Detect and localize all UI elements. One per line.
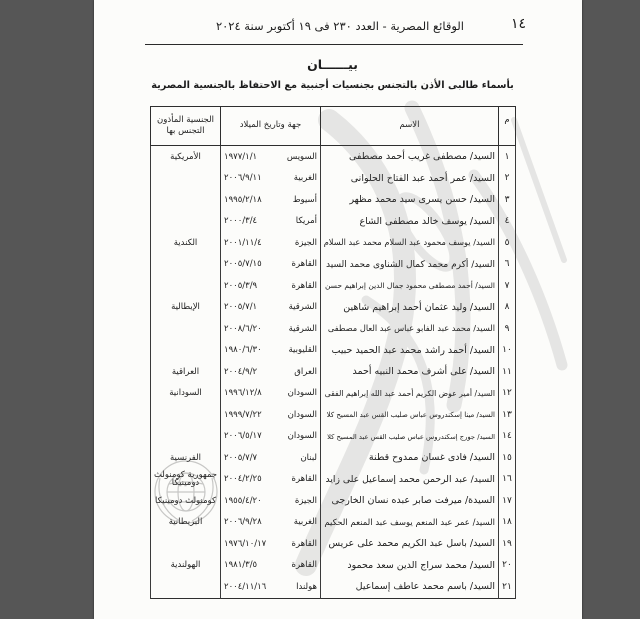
birth-info-cell bbox=[221, 211, 321, 233]
birth-info-cell bbox=[221, 426, 321, 448]
birth-info-cell bbox=[221, 490, 321, 512]
column-header-nationality-line-2: التجنس بها bbox=[166, 126, 205, 136]
birth-date: ١٩٨٠/٦/٣٠ bbox=[224, 345, 262, 356]
nationality-cell bbox=[151, 383, 221, 405]
applicant-name-cell bbox=[321, 232, 499, 254]
applicant-name: السيد/ حسن يسرى سيد محمد مظهر bbox=[349, 194, 495, 206]
applicant-name-cell bbox=[321, 254, 499, 276]
birth-info bbox=[224, 517, 317, 527]
table-row bbox=[151, 146, 516, 168]
applicant-name: السيد/ مصطفى غريب أحمد مصطفى bbox=[348, 151, 495, 163]
birth-place: هولندا bbox=[296, 581, 317, 592]
applicant-name-cell bbox=[321, 211, 499, 233]
applicant-name: السيد/ باسل عبد الكريم محمد على عريس bbox=[328, 538, 495, 550]
applicant-name-cell bbox=[321, 275, 499, 297]
birth-date: ٢٠٠٦/٩/١١ bbox=[224, 173, 262, 184]
birth-info bbox=[224, 259, 317, 269]
applicant-name-cell bbox=[321, 533, 499, 555]
birth-place: الجيزة bbox=[294, 495, 317, 506]
nationality-cell bbox=[151, 361, 221, 383]
birth-info-cell bbox=[221, 232, 321, 254]
applicant-name: السيد/ أحمد راشد محمد عبد الحميد حبيب bbox=[331, 344, 495, 356]
birth-info-cell bbox=[221, 533, 321, 555]
table-row bbox=[151, 340, 516, 362]
birth-info-cell bbox=[221, 340, 321, 362]
row-number: ٢١ bbox=[499, 576, 516, 598]
table-row bbox=[151, 297, 516, 319]
birth-info-cell bbox=[221, 297, 321, 319]
birth-date: ١٩٨١/٣/٥ bbox=[224, 560, 258, 571]
birth-info bbox=[224, 539, 317, 549]
applicants-table bbox=[150, 106, 516, 599]
applicant-name: السيد/ محمد سراج الدين سعد محمود bbox=[347, 559, 495, 571]
birth-info bbox=[224, 195, 317, 205]
applicant-name-cell bbox=[321, 404, 499, 426]
applicant-name: السيد/ مينا إسكندروس عباس صليب القس عبد المسيح كلا bbox=[326, 411, 495, 420]
nationality: الأمريكية bbox=[170, 151, 201, 162]
birth-place: السويس bbox=[286, 151, 317, 162]
birth-info bbox=[224, 410, 317, 420]
birth-info-cell bbox=[221, 555, 321, 577]
publication-header: الوقائع المصرية - العدد ٢٣٠ فى ١٩ أكتوبر سنة ٢٠٢٤ bbox=[215, 19, 464, 33]
birth-info bbox=[224, 238, 317, 248]
applicant-name-cell bbox=[321, 146, 499, 168]
table-row bbox=[151, 555, 516, 577]
nationality-cell bbox=[151, 297, 221, 319]
birth-place: أسيوط bbox=[292, 194, 317, 205]
birth-date: ٢٠٠٤/٢/٢٥ bbox=[224, 474, 262, 485]
applicant-name: السيدة/ ميرفت صابر عبده نسان الخارجى bbox=[331, 495, 495, 507]
nationality-cell bbox=[151, 447, 221, 469]
applicant-name: السيد/ باسم محمد عاطف إسماعيل bbox=[355, 581, 495, 593]
row-number: ٢ bbox=[499, 168, 516, 190]
applicant-name-cell bbox=[321, 297, 499, 319]
table-body bbox=[151, 146, 516, 599]
table-row bbox=[151, 318, 516, 340]
row-number: ٢٠ bbox=[499, 555, 516, 577]
applicant-name: السيد/ وليد عثمان أحمد إبراهيم شاهين bbox=[343, 301, 495, 313]
row-number: ١٣ bbox=[499, 404, 516, 426]
applicant-name-cell bbox=[321, 555, 499, 577]
birth-info-cell bbox=[221, 383, 321, 405]
birth-date: ٢٠٠٥/٧/٧ bbox=[224, 452, 258, 463]
nationality-cell bbox=[151, 232, 221, 254]
applicant-name: السيد/ يوسف محمود عبد السلام محمد عبد السلام bbox=[323, 237, 495, 248]
birth-place: لبنان bbox=[300, 452, 317, 463]
row-number: ٦ bbox=[499, 254, 516, 276]
birth-date: ٢٠٠٥/٧/١٥ bbox=[224, 259, 262, 270]
applicant-name-cell bbox=[321, 318, 499, 340]
applicant-name-cell bbox=[321, 383, 499, 405]
birth-place: القاهرة bbox=[291, 474, 317, 485]
nationality: البريطانية bbox=[168, 517, 203, 527]
nationality: كومنولث دومينيكا bbox=[154, 495, 216, 506]
table-header-row bbox=[151, 107, 516, 146]
applicant-name: السيد/ يوسف خالد مصطفى الشاع bbox=[359, 215, 495, 227]
nationality-cell bbox=[151, 189, 221, 211]
applicant-name-cell bbox=[321, 512, 499, 534]
birth-place: الشرقية bbox=[288, 323, 317, 334]
birth-info-cell bbox=[221, 189, 321, 211]
nationality: السودانية bbox=[169, 388, 202, 398]
applicant-name: السيد/ فادى غسان ممدوح قطنة bbox=[368, 452, 495, 464]
applicant-name: السيد/ عبد الرحمن محمد إسماعيل على زايد bbox=[325, 473, 495, 485]
nationality: الكندية bbox=[173, 237, 198, 248]
table-row bbox=[151, 576, 516, 598]
birth-info bbox=[224, 474, 317, 484]
birth-info bbox=[224, 367, 317, 377]
birth-info bbox=[224, 496, 317, 506]
birth-info-cell bbox=[221, 318, 321, 340]
row-number: ١٥ bbox=[499, 447, 516, 469]
birth-info-cell bbox=[221, 254, 321, 276]
nationality-cell bbox=[151, 469, 221, 491]
nationality-cell bbox=[151, 211, 221, 233]
birth-place: السودان bbox=[287, 431, 317, 442]
column-header-name: الاسم bbox=[321, 107, 499, 146]
row-number: ١٩ bbox=[499, 533, 516, 555]
birth-place: القاهرة bbox=[291, 280, 317, 291]
table-row bbox=[151, 533, 516, 555]
nationality-cell bbox=[151, 426, 221, 448]
row-number: ١٠ bbox=[499, 340, 516, 362]
nationality: الهولندية bbox=[170, 560, 201, 570]
birth-date: ٢٠٠٥/٣/٩ bbox=[224, 280, 258, 291]
birth-info bbox=[224, 216, 317, 226]
nationality-cell bbox=[151, 533, 221, 555]
applicant-name: السيد/ أحمد مصطفى محمود جمال الدين إبراهيم حسن bbox=[324, 281, 495, 291]
birth-info-cell bbox=[221, 168, 321, 190]
birth-date: ٢٠٠٤/٩/٢ bbox=[224, 366, 258, 377]
birth-place: السودان bbox=[287, 409, 317, 420]
birth-info-cell bbox=[221, 275, 321, 297]
table-row bbox=[151, 232, 516, 254]
nationality-cell bbox=[151, 146, 221, 168]
birth-date: ٢٠٠١/١١/٤ bbox=[224, 237, 262, 248]
birth-place: القاهرة bbox=[291, 560, 317, 571]
birth-info-cell bbox=[221, 512, 321, 534]
column-header-nationality-line-1: الجنسية المأذون bbox=[157, 114, 214, 125]
birth-date: ٢٠٠٤/١١/١٦ bbox=[224, 581, 267, 592]
row-number: ٥ bbox=[499, 232, 516, 254]
row-number: ٣ bbox=[499, 189, 516, 211]
nationality-cell bbox=[151, 490, 221, 512]
applicant-name-cell bbox=[321, 189, 499, 211]
birth-info bbox=[224, 281, 317, 291]
nationality: الإيطالية bbox=[171, 302, 200, 312]
row-number: ١٧ bbox=[499, 490, 516, 512]
birth-place: الشرقية bbox=[288, 302, 317, 313]
birth-place: الغربية bbox=[293, 173, 317, 184]
applicant-name: السيد/ جورج إسكندروس عباس صليب القس عبد المسيح كلا bbox=[327, 432, 495, 441]
table-row bbox=[151, 275, 516, 297]
document-subtitle: بأسماء طالبى الأذن بالتجنس بجنسيات أجنبية مع الاحتفاظ بالجنسية المصرية bbox=[151, 80, 514, 91]
birth-date: ١٩٧٦/١٠/١٧ bbox=[224, 538, 267, 549]
birth-place: القاهرة bbox=[291, 538, 317, 549]
column-header-nationality bbox=[151, 107, 221, 146]
birth-info bbox=[224, 324, 317, 334]
birth-info bbox=[224, 560, 317, 570]
row-number: ١٨ bbox=[499, 512, 516, 534]
nationality-cell bbox=[151, 254, 221, 276]
birth-info-cell bbox=[221, 447, 321, 469]
nationality-cell bbox=[151, 318, 221, 340]
table-row bbox=[151, 189, 516, 211]
table-row bbox=[151, 383, 516, 405]
birth-place: الغربية bbox=[293, 517, 317, 528]
birth-info bbox=[224, 302, 317, 312]
table-row bbox=[151, 211, 516, 233]
birth-date: ١٩٩٩/٧/٢٢ bbox=[224, 409, 262, 420]
table-row bbox=[151, 426, 516, 448]
nationality: الفرنسية bbox=[169, 452, 201, 463]
birth-date: ١٩٥٥/٤/٢٠ bbox=[224, 495, 262, 506]
birth-date: ٢٠٠٦/٥/١٧ bbox=[224, 431, 262, 442]
birth-info-cell bbox=[221, 146, 321, 168]
document-page bbox=[94, 0, 582, 619]
birth-place: أمريكا bbox=[295, 216, 317, 227]
nationality-cell bbox=[151, 512, 221, 534]
document-subtitle-line bbox=[146, 78, 519, 91]
applicant-name-cell bbox=[321, 168, 499, 190]
birth-date: ٢٠٠٦/٩/٢٨ bbox=[224, 517, 262, 528]
row-number: ٨ bbox=[499, 297, 516, 319]
row-number: ١ bbox=[499, 146, 516, 168]
birth-place: القاهرة bbox=[291, 259, 317, 270]
column-header-number: م bbox=[499, 107, 516, 146]
birth-info bbox=[224, 431, 317, 441]
row-number: ١٦ bbox=[499, 469, 516, 491]
table-row bbox=[151, 469, 516, 491]
table-row bbox=[151, 168, 516, 190]
applicant-name: السيد/ عمر عبد المنعم يوسف عبد المنعم الحكيم bbox=[324, 517, 495, 528]
table-row bbox=[151, 361, 516, 383]
applicant-name-cell bbox=[321, 576, 499, 598]
table-row bbox=[151, 404, 516, 426]
applicant-name-cell bbox=[321, 490, 499, 512]
birth-date: ٢٠٠٥/٧/١ bbox=[224, 302, 258, 313]
applicant-name: السيد/ أكرم محمد كمال الشناوى محمد السيد bbox=[326, 259, 495, 270]
birth-info bbox=[224, 173, 317, 183]
birth-info bbox=[224, 388, 317, 398]
birth-place: القليوبية bbox=[288, 345, 317, 356]
nationality-cell bbox=[151, 404, 221, 426]
applicant-name-cell bbox=[321, 340, 499, 362]
birth-info-cell bbox=[221, 576, 321, 598]
header-divider bbox=[145, 44, 523, 45]
nationality-cell bbox=[151, 576, 221, 598]
column-header-birth: جهة وتاريخ الميلاد bbox=[221, 107, 321, 146]
birth-info-cell bbox=[221, 469, 321, 491]
birth-place: العراق bbox=[294, 366, 317, 377]
row-number: ٧ bbox=[499, 275, 516, 297]
birth-info bbox=[224, 345, 317, 355]
nationality-cell bbox=[151, 555, 221, 577]
birth-date: ١٩٧٧/١/١ bbox=[224, 151, 258, 162]
document-title: بيــــــان bbox=[307, 57, 358, 72]
birth-date: ١٩٩٥/٢/١٨ bbox=[224, 194, 262, 205]
applicant-name: السيد/ أمير عوض الكريم أحمد عبد الله إبراهيم الفقى bbox=[324, 388, 495, 398]
nationality: العراقية bbox=[171, 366, 200, 377]
row-number: ١٤ bbox=[499, 426, 516, 448]
applicant-name: السيد/ عمر أحمد عبد الفتاح الحلوانى bbox=[350, 172, 495, 184]
table-row bbox=[151, 254, 516, 276]
birth-place: الجيزة bbox=[294, 237, 317, 248]
applicant-name-cell bbox=[321, 361, 499, 383]
nationality: جمهورية كومنولث دومينيكا bbox=[153, 469, 218, 489]
applicant-name-cell bbox=[321, 447, 499, 469]
page-number: ١٤ bbox=[510, 16, 526, 32]
applicant-name-cell bbox=[321, 426, 499, 448]
table-row bbox=[151, 447, 516, 469]
row-number: ١٢ bbox=[499, 383, 516, 405]
table-row bbox=[151, 490, 516, 512]
birth-info-cell bbox=[221, 361, 321, 383]
birth-date: ٢٠٠٨/٦/٢٠ bbox=[224, 323, 262, 334]
nationality-cell bbox=[151, 168, 221, 190]
birth-info bbox=[224, 453, 317, 463]
nationality-cell bbox=[151, 340, 221, 362]
row-number: ٩ bbox=[499, 318, 516, 340]
row-number: ٤ bbox=[499, 211, 516, 233]
birth-place: السودان bbox=[287, 388, 317, 399]
birth-date: ٢٠٠٠/٣/٤ bbox=[224, 216, 258, 227]
table-row bbox=[151, 512, 516, 534]
applicant-name: السيد/ محمد عبد الفابو عباس عبد العال مصطفى bbox=[327, 323, 495, 334]
birth-date: ١٩٩٦/١٢/٨ bbox=[224, 388, 262, 399]
birth-info bbox=[224, 582, 317, 592]
row-number: ١١ bbox=[499, 361, 516, 383]
applicant-name: السيد/ على أشرف محمد النبيه أحمد bbox=[352, 366, 495, 378]
birth-info-cell bbox=[221, 404, 321, 426]
applicant-name-cell bbox=[321, 469, 499, 491]
birth-info bbox=[224, 152, 317, 162]
nationality-cell bbox=[151, 275, 221, 297]
